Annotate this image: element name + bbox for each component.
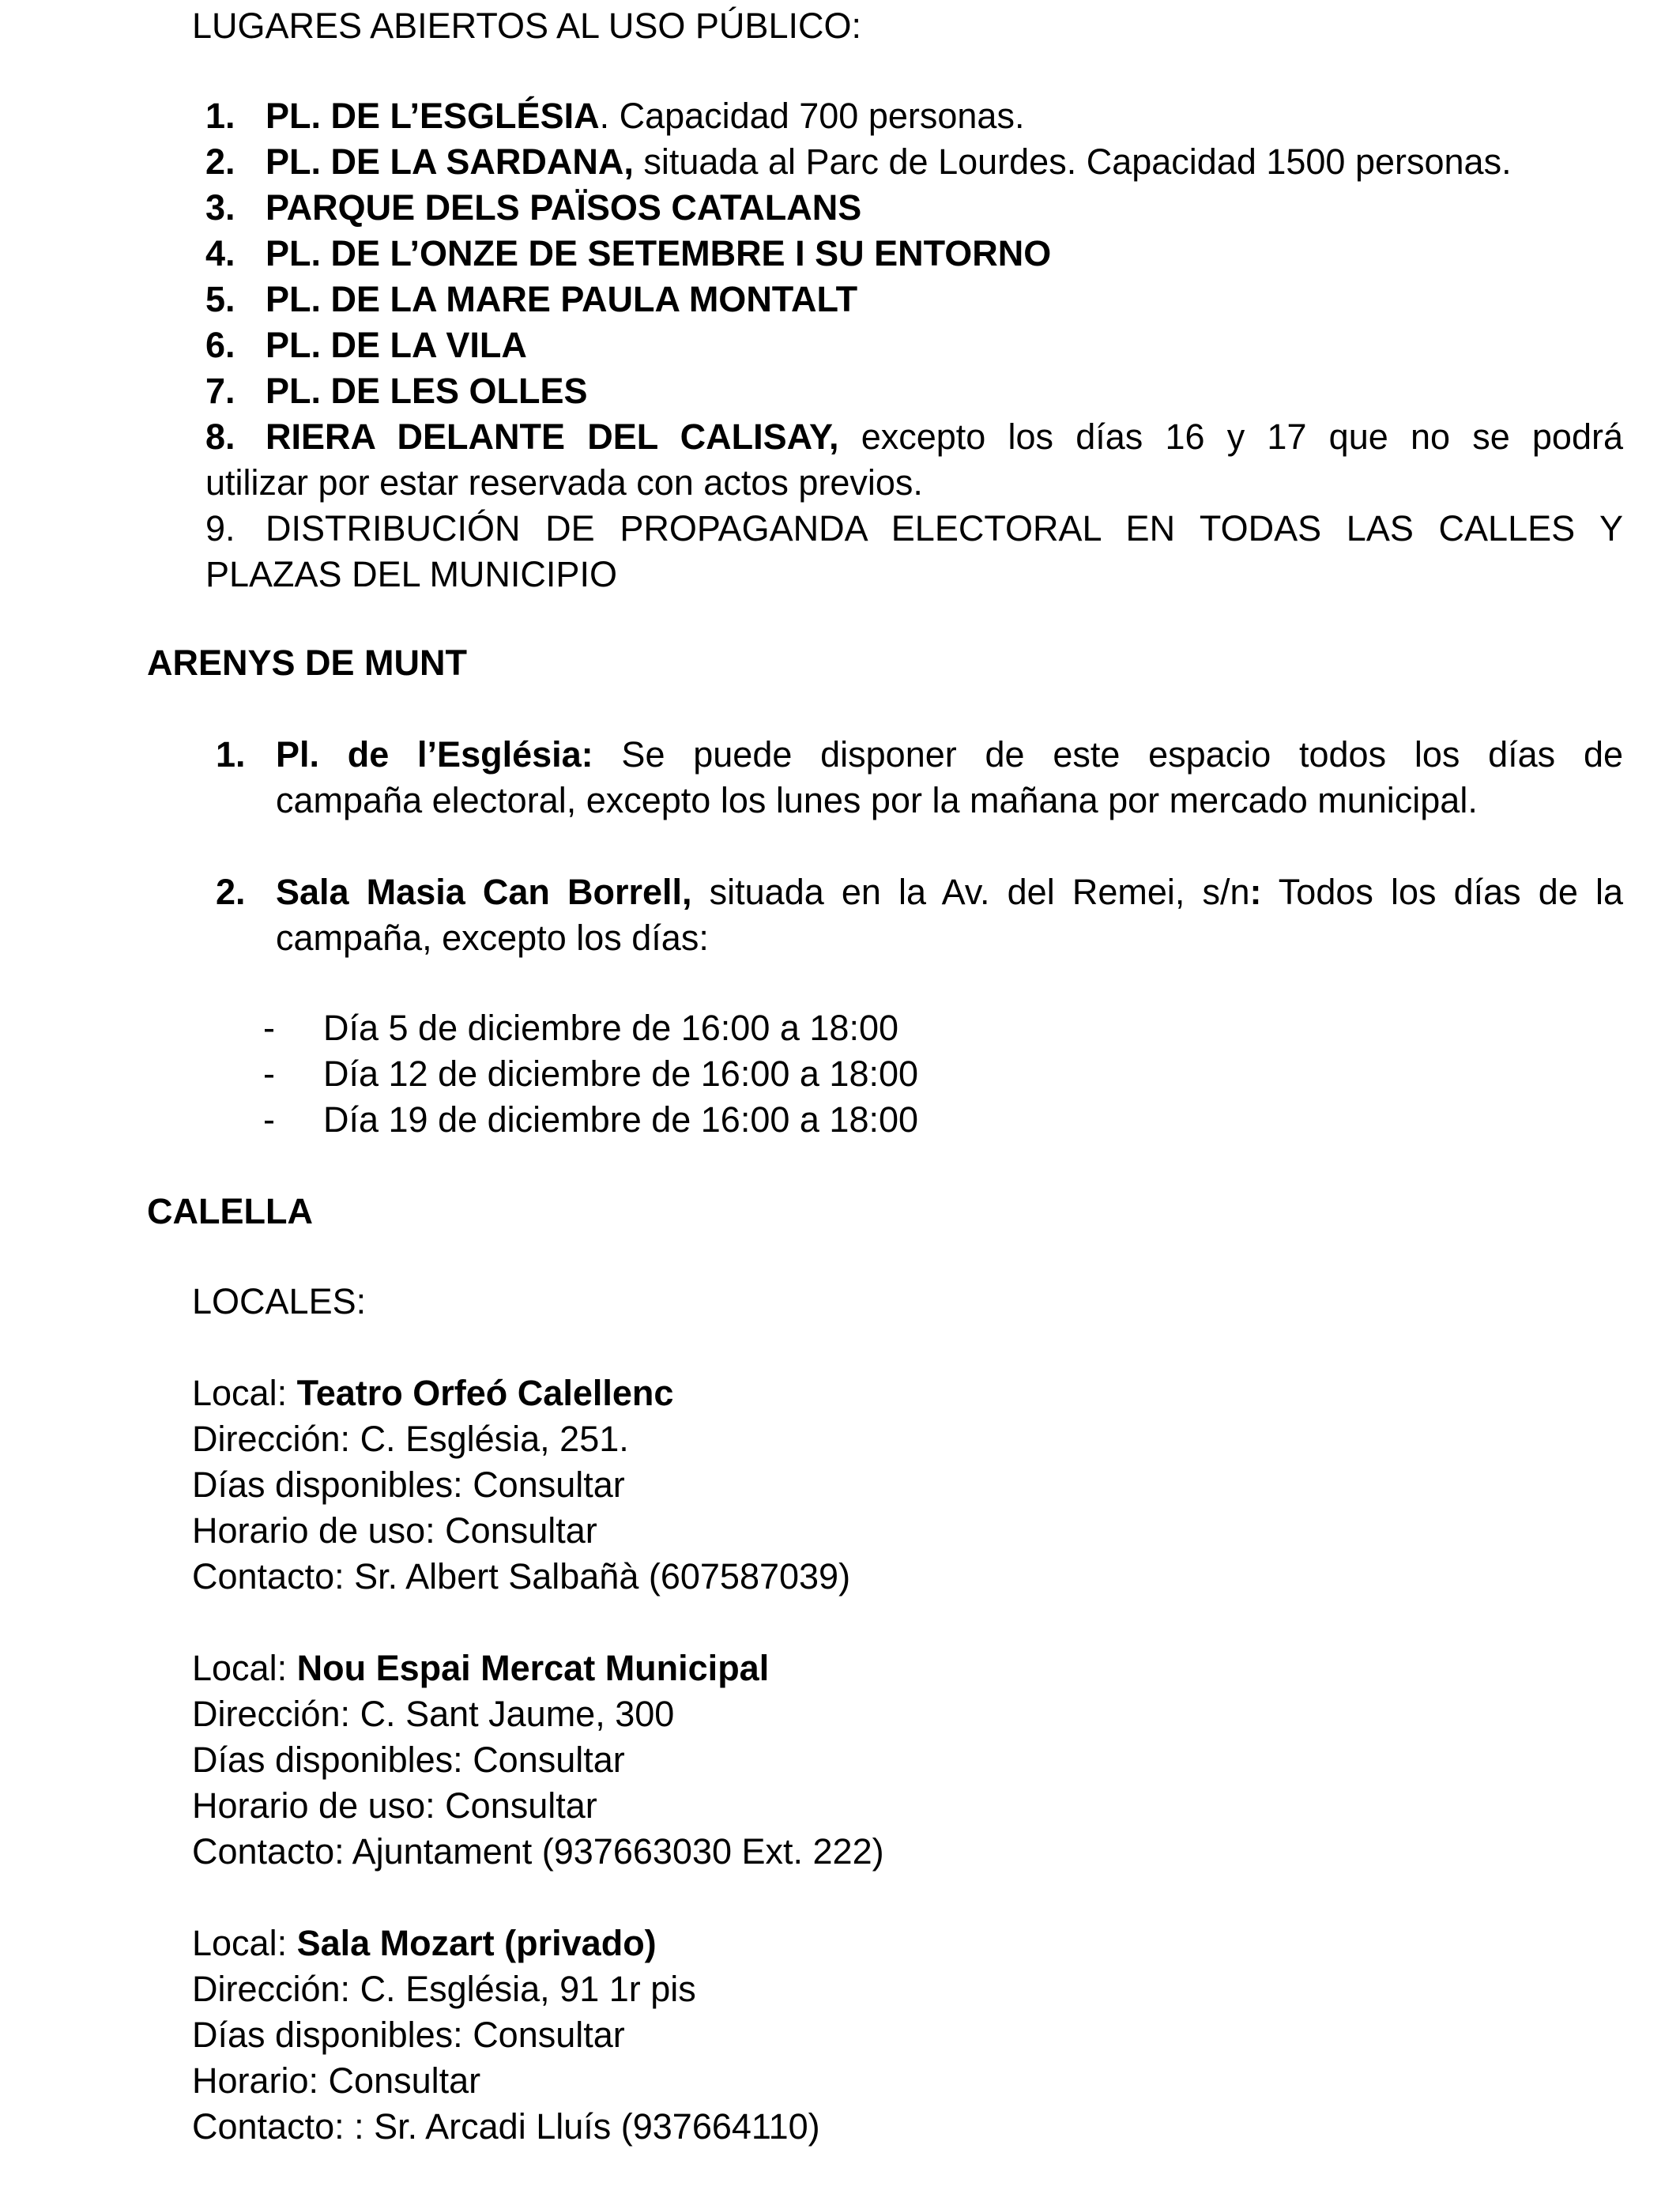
lugar-item-1: 1. PL. DE L’ESGLÉSIA. Capacidad 700 personas. xyxy=(205,96,1025,136)
arenys-item-2: 2. Sala Masia Can Borrell, situada en la Av. del Remei, s/n: Todos los días de la xyxy=(216,872,1623,912)
local-1-dias: Días disponibles: Consultar xyxy=(192,1465,625,1505)
local-3-contacto: Contacto: : Sr. Arcadi Lluís (937664110) xyxy=(192,2106,820,2147)
local-2-name: Local: Nou Espai Mercat Municipal xyxy=(192,1648,770,1688)
local-1-name: Local: Teatro Orfeó Calellenc xyxy=(192,1373,674,1413)
local-1-contacto: Contacto: Sr. Albert Salbañà (607587039) xyxy=(192,1556,851,1596)
arenys-item-1-cont: campaña electoral, excepto los lunes por la mañana por mercado municipal. xyxy=(276,780,1478,820)
local-3-direccion: Dirección: C. Església, 91 1r pis xyxy=(192,1969,696,2009)
arenys-item-1: 1. Pl. de l’Església: Se puede disponer de este espacio todos los días de xyxy=(216,734,1623,775)
lugar-item-6: 6. PL. DE LA VILA xyxy=(205,325,527,365)
lugar-item-4: 4. PL. DE L’ONZE DE SETEMBRE I SU ENTORNO xyxy=(205,233,1052,273)
local-2-direccion: Dirección: C. Sant Jaume, 300 xyxy=(192,1694,675,1734)
local-3-name: Local: Sala Mozart (privado) xyxy=(192,1923,657,1963)
lugar-item-9-cont: PLAZAS DEL MUNICIPIO xyxy=(205,554,617,594)
local-2-horario: Horario de uso: Consultar xyxy=(192,1785,597,1826)
arenys-date-1: - Día 5 de diciembre de 16:00 a 18:00 xyxy=(263,1008,898,1048)
local-1-horario: Horario de uso: Consultar xyxy=(192,1510,597,1551)
local-3-horario: Horario: Consultar xyxy=(192,2060,481,2101)
local-1-direccion: Dirección: C. Església, 251. xyxy=(192,1419,629,1459)
lugar-item-3: 3. PARQUE DELS PAÏSOS CATALANS xyxy=(205,187,862,228)
local-2-dias: Días disponibles: Consultar xyxy=(192,1740,625,1780)
local-3-dias: Días disponibles: Consultar xyxy=(192,2015,625,2055)
arenys-heading: ARENYS DE MUNT xyxy=(147,643,468,683)
arenys-item-2-cont: campaña, excepto los días: xyxy=(276,918,709,958)
arenys-date-3: - Día 19 de diciembre de 16:00 a 18:00 xyxy=(263,1099,919,1140)
locales-heading: LOCALES: xyxy=(192,1281,367,1321)
lugar-item-5: 5. PL. DE LA MARE PAULA MONTALT xyxy=(205,279,858,319)
calella-heading: CALELLA xyxy=(147,1191,313,1231)
lugar-item-8: 8. RIERA DELANTE DEL CALISAY, excepto los días 16 y 17 que no se podrá xyxy=(205,417,1624,457)
local-2-contacto: Contacto: Ajuntament (937663030 Ext. 222) xyxy=(192,1831,884,1872)
lugar-item-2: 2. PL. DE LA SARDANA, situada al Parc de Lourdes. Capacidad 1500 personas. xyxy=(205,141,1512,182)
lugares-heading: LUGARES ABIERTOS AL USO PÚBLICO: xyxy=(192,6,861,46)
arenys-date-2: - Día 12 de diciembre de 16:00 a 18:00 xyxy=(263,1054,919,1094)
lugar-item-9: 9. DISTRIBUCIÓN DE PROPAGANDA ELECTORAL EN TODAS LAS CALLES Y xyxy=(205,508,1623,548)
lugar-item-7: 7. PL. DE LES OLLES xyxy=(205,371,588,411)
lugar-item-8-cont: utilizar por estar reservada con actos previos. xyxy=(205,462,923,503)
